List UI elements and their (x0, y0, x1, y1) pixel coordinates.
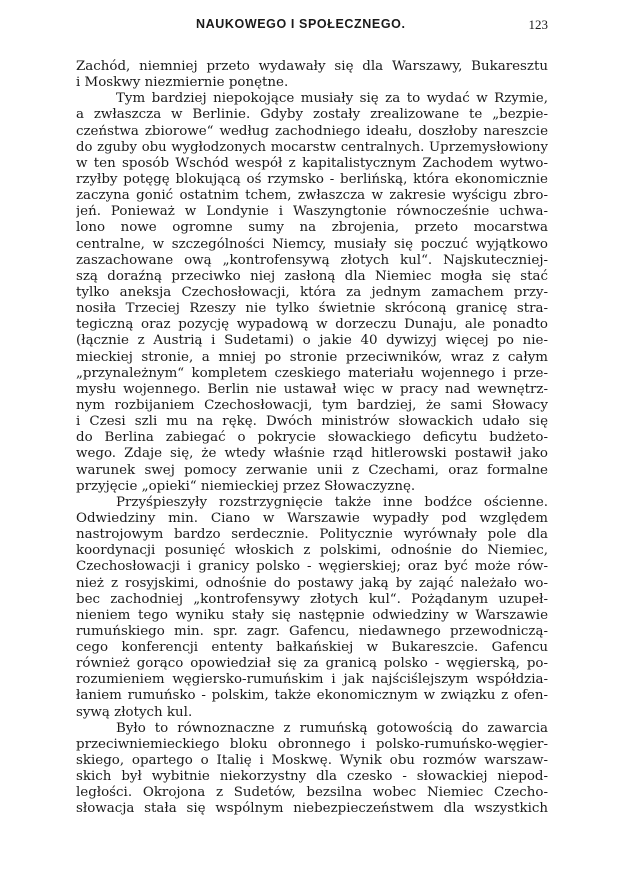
text-line: nosiła Trzeciej Rzeszy nie tylko świetnie skróconą granicę stra- (76, 301, 548, 317)
page-number: 123 (528, 17, 548, 32)
text-line: cego konferencji ententy bałkańskiej w Bukareszcie. Gafencu (76, 640, 548, 656)
text-line: przyjęcie „opieki“ niemieckiej przez Słowaczyznę. (76, 478, 416, 494)
text-line: koordynacji posunięć włoskich z polskimi, odnośnie do Niemiec, (76, 543, 548, 559)
text-line: nieniem tego wyniku stały się następnie odwiedziny w Warszawie (76, 607, 548, 623)
text-line: łaniem rumuńsko - polskim, także ekonomicznym w związku z ofen- (76, 688, 548, 704)
text-line: i Czesi szli mu na rękę. Dwóch ministrów słowackich udało się (76, 414, 548, 430)
text-line: nym rozbijaniem Czechosłowacji, tym bardziej, że sami Słowacy (76, 397, 548, 413)
text-line: centralne, w szczególności Niemcy, musiały się poczuć wyjątkowo (76, 236, 548, 252)
running-head (76, 17, 548, 37)
text-line: warunek swej pomocy zerwanie unii z Czechami, oraz formalne (76, 462, 548, 478)
text-line: tegiczną oraz pozycję wypadową w dorzeczu Dunaju, ale ponadto (76, 317, 548, 333)
text-line: rzyłby potęgę blokującą oś rzymsko - berlińską, która ekonomicznie (76, 171, 548, 187)
text-line: zaczyna gonić ostatnim tchem, zwłaszcza w zakresie wyścigu zbro- (76, 188, 548, 204)
text-line: a zwłaszcza w Berlinie. Gdyby zostały zrealizowane te „bezpie- (76, 107, 548, 123)
running-title: NAUKOWEGO I SPOŁECZNEGO. (196, 17, 406, 31)
text-line: „przynależnym“ kompletem czeskiego materiału wojennego i prze- (76, 365, 548, 381)
body-text (76, 59, 548, 818)
text-line: słowacja stała się wspólnym niebezpieczeństwem dla wszystkich (76, 801, 548, 817)
text-line: skich był wybitnie niekorzystny dla czesko - słowackiej niepod- (76, 769, 548, 785)
text-line: tylko aneksja Czechosłowacji, która za jednym zamachem przy- (76, 284, 548, 300)
text-line: rumuńskiego min. spr. zagr. Gafencu, niedawnego przewodniczą- (76, 623, 548, 639)
text-line: mieckiej stronie, a mniej po stronie przeciwników, wraz z całym (76, 349, 548, 365)
text-line: i Moskwy niezmiernie ponętne. (76, 75, 289, 91)
text-line: szą doraźną przeciwko niej zasłoną dla Niemiec mogła się stać (76, 268, 548, 284)
text-line: do zguby obu wygłodzonych mocarstw centralnych. Uprzemysłowiony (76, 139, 548, 155)
text-line: rozumieniem węgiersko-rumuńskim i jak najściślejszym współdzia- (76, 672, 548, 688)
text-line: wego. Zdaje się, że wtedy właśnie rząd hitlerowski postawił jako (76, 446, 548, 462)
text-line: Czechosłowacji i granicy polsko - węgierskiej; oraz być może rów- (76, 559, 548, 575)
paragraph (76, 91, 548, 495)
text-line: Przyśpieszyły rozstrzygnięcie także inne bodźce ościenne. (116, 494, 548, 510)
text-line: do Berlina zabiegać o pokrycie słowackiego deficytu budżeto- (76, 430, 548, 446)
text-line: jeń. Ponieważ w Londynie i Waszyngtonie równocześnie uchwa- (76, 204, 548, 220)
text-line: zaszachowane ową „kontrofensywą złotych kul“. Najskuteczniej- (76, 252, 548, 268)
text-line: w ten sposób Wschód wespół z kapitalistycznym Zachodem wytwo- (76, 155, 548, 171)
text-line: Było to równoznaczne z rumuńską gotowością do zawarcia (116, 720, 548, 736)
text-line: również gorąco opowiedział się za granicą polsko - węgierską, po- (76, 656, 548, 672)
text-line: Tym bardziej niepokojące musiały się za to wydać w Rzymie, (116, 91, 548, 107)
text-line: czeństwa zbiorowe“ według zachodniego ideału, doszłoby nareszcie (76, 123, 548, 139)
paragraph (76, 721, 548, 818)
text-line: sywą złotych kul. (76, 704, 193, 720)
text-line: skiego, opartego o Italię i Moskwę. Wynik obu rozmów warszaw- (76, 753, 548, 769)
text-line: mysłu wojennego. Berlin nie ustawał więc w pracy nad wewnętrz- (76, 381, 548, 397)
text-line: przeciwniemieckiego bloku obronnego i polsko-rumuńsko-węgier- (76, 736, 548, 752)
text-line: nież z rosyjskimi, odnośnie do postawy jaką by zająć należało wo- (76, 575, 548, 591)
text-line: lono nowe ogromne sumy na zbrojenia, przeto mocarstwa (76, 220, 548, 236)
text-line: nastrojowym bardzo serdecznie. Politycznie wyrównały pole dla (76, 527, 548, 543)
paragraph (76, 59, 548, 91)
text-line: (łącznie z Austrią i Sudetami) o jakie 40 dywizyj więcej po nie- (76, 333, 548, 349)
text-line: Zachód, niemniej przeto wydawały się dla Warszawy, Bukaresztu (76, 59, 548, 74)
text-line: ległości. Okrojona z Sudetów, bezsilna wobec Niemiec Czecho- (76, 785, 548, 801)
paragraph (76, 495, 548, 721)
text-line: Odwiedziny min. Ciano w Warszawie wypadły pod względem (76, 510, 548, 526)
text-line: bec zachodniej „kontrofensywy złotych kul“. Pożądanym uzupeł- (76, 591, 548, 607)
